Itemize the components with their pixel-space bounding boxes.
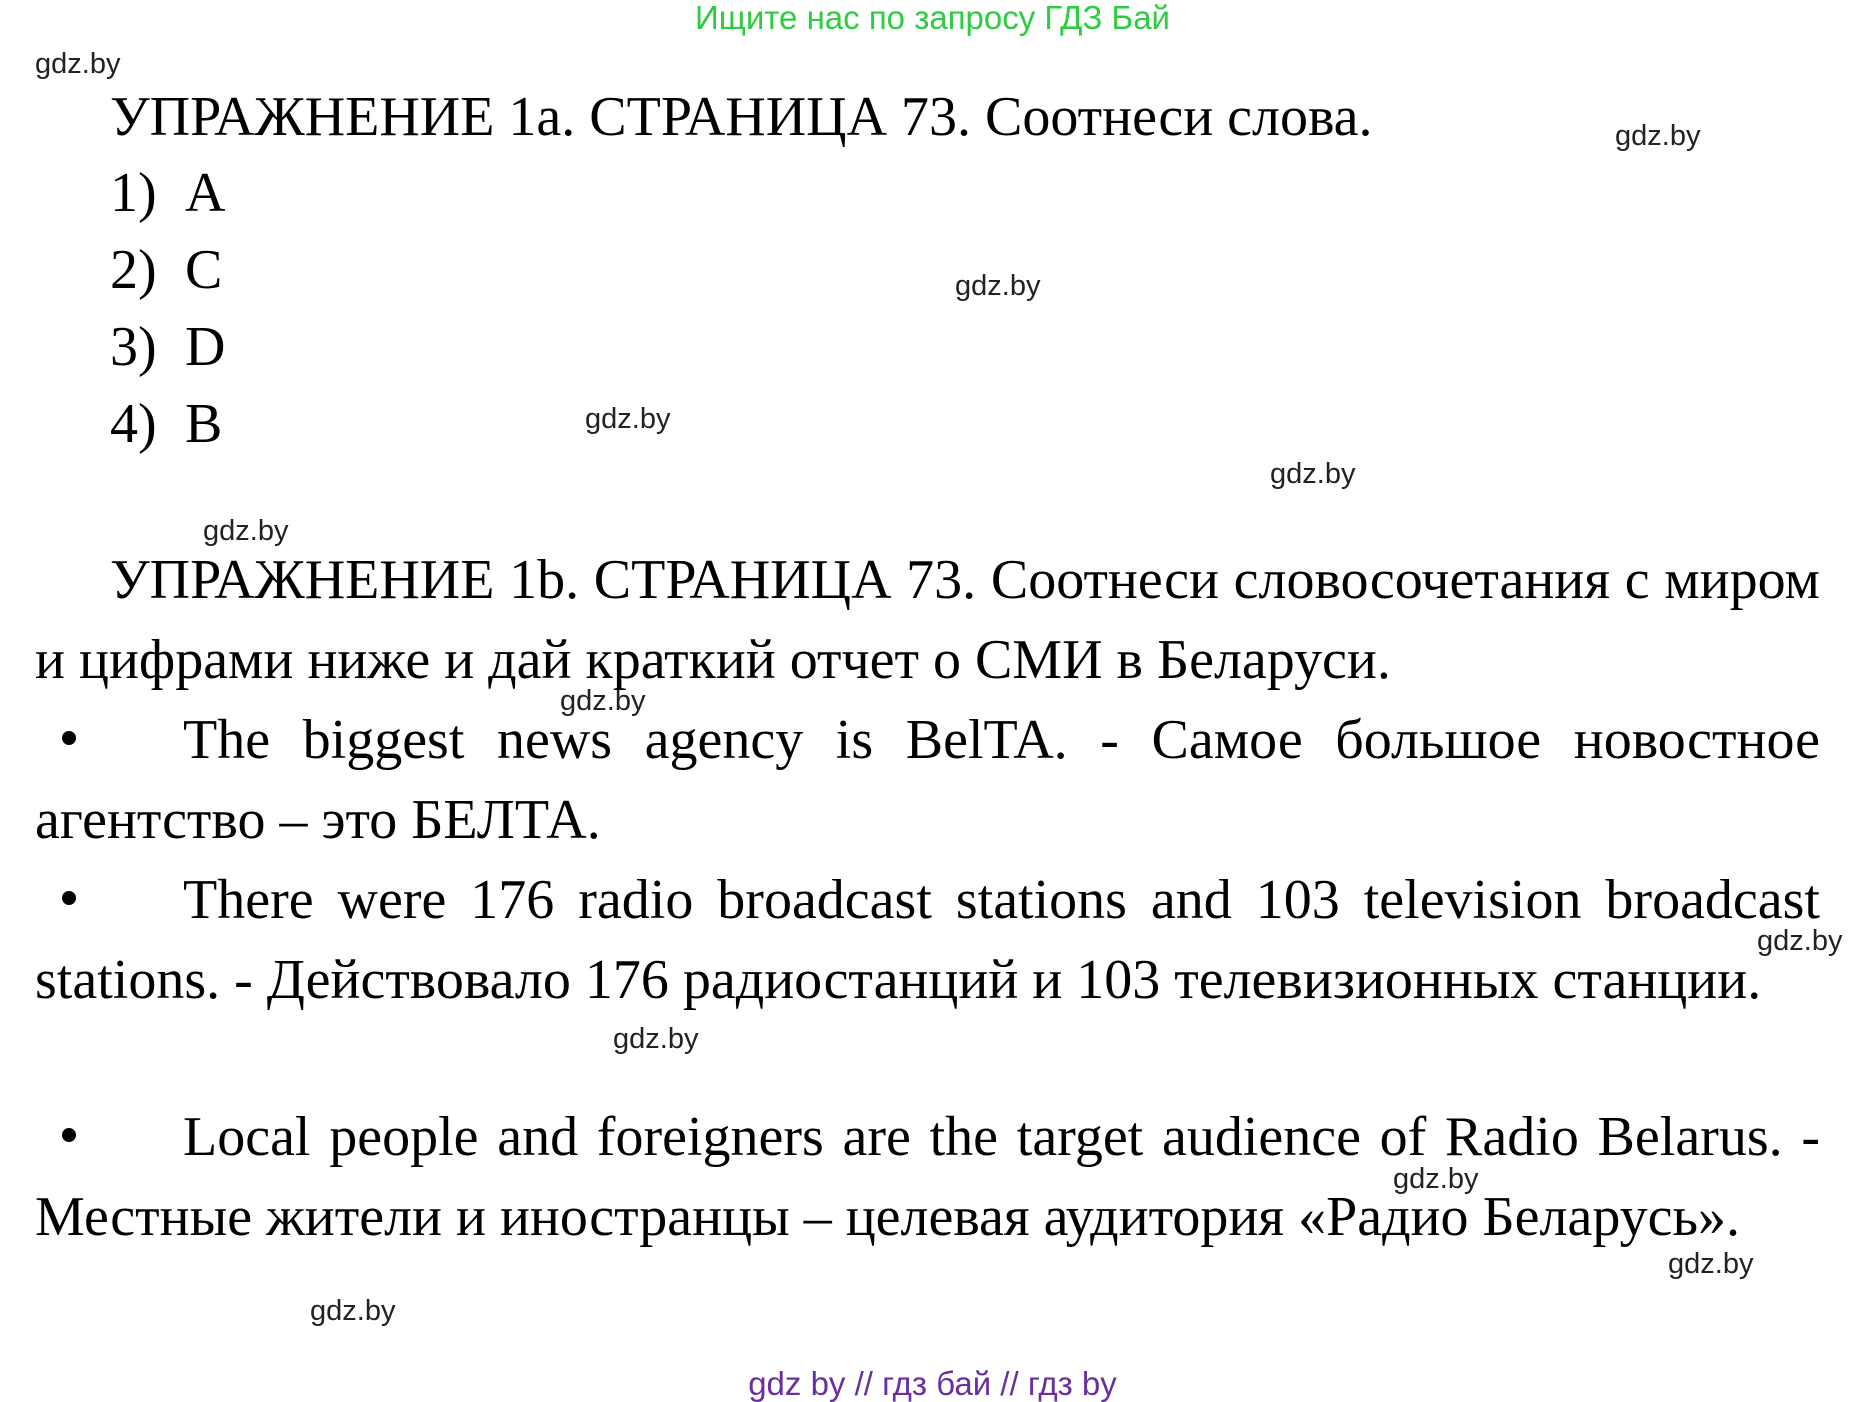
watermark: gdz.by [1615,120,1701,152]
watermark: gdz.by [585,403,671,435]
answer-letter: C [185,239,223,301]
answer-number: 1) [110,162,157,224]
watermark: gdz.by [203,515,289,547]
top-banner: Ищите нас по запросу ГДЗ Бай [695,0,1170,36]
answer-item [110,237,222,303]
watermark: gdz.by [1668,1248,1754,1280]
answer-item [110,314,225,380]
watermark: gdz.by [1393,1163,1479,1195]
list-item: Local people and foreigners are the target audience of Radio Belarus. - Местные жители и иностранцы – целевая аудитория «Радио Беларусь». [35,1106,1820,1248]
exercise-1a-title: УПРАЖНЕНИЕ 1a. СТРАНИЦА 73. Соотнеси слова. [110,86,1373,148]
watermark: gdz.by [35,48,121,80]
list-item: The biggest news agency is BelTA. - Самое большое новостное агентство – это БЕЛТА. [35,709,1820,851]
answer-number: 3) [110,316,157,378]
watermark: gdz.by [1270,458,1356,490]
watermark: gdz.by [560,685,646,717]
footer: gdz by // гдз бай // гдз by [748,1365,1117,1402]
watermark: gdz.by [955,270,1041,302]
answer-item [110,160,225,226]
answer-number: 2) [110,239,157,301]
answer-letter: B [185,393,223,455]
watermark: gdz.by [1757,925,1843,957]
answer-letter: D [185,316,226,378]
watermark: gdz.by [310,1295,396,1327]
watermark: gdz.by [613,1023,699,1055]
answer-letter: A [185,162,226,224]
answer-item [110,391,222,457]
exercise-1b-title: УПРАЖНЕНИЕ 1b. СТРАНИЦА 73. Соотнеси словосочетания с миром и цифрами ниже и дай краткий отчет о СМИ в Беларуси. [35,549,1820,691]
answer-number: 4) [110,393,157,455]
list-item: There were 176 radio broadcast stations and 103 television broadcast stations. - Действовало 176 радиостанций и 103 телевизионных станции. [35,869,1820,1011]
